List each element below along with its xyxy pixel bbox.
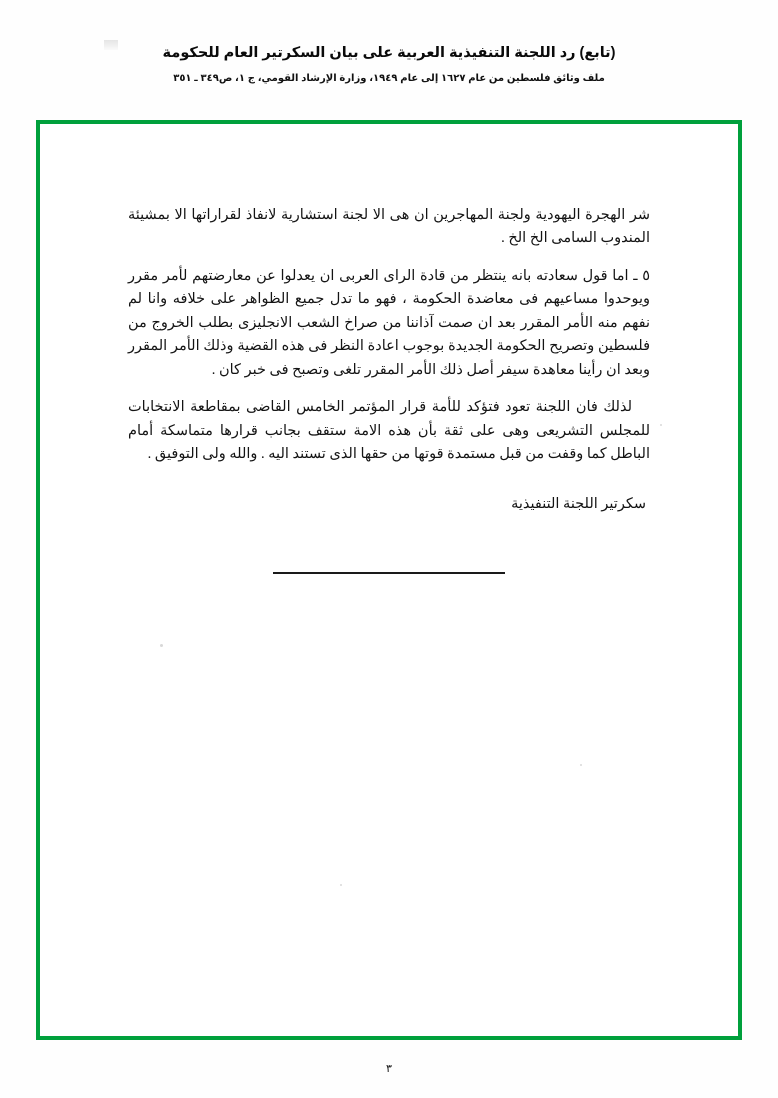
scan-speckle: [160, 644, 163, 647]
scan-speckle: [580, 764, 582, 766]
green-border-frame: [36, 120, 742, 1040]
horizontal-divider: [40, 572, 738, 574]
document-body: [128, 204, 650, 516]
paragraph-2: ٥ ـ اما قول سعادته بانه ينتظر من قادة الراى العربى ان يعدلوا عن معارضتهم لأمر مقرر ويوحدوا مساعيهم فى معاضدة الحكومة ، فهو ما تدل جميع الظواهر على خلافه وانا لم نفهم منه الأمر المقرر بعد ان صمت آذاننا من صراخ الشعب الانجليزى بطلب الخروج من فلسطين وتصريح الحكومة الجديدة بوجوب اعادة النظر فى هذه القضية وذلك الأمر المقرر وبعد ان رأينا معاهدة سيفر أصل ذلك الأمر المقرر تلغى وتصبح فى خبر كان .: [128, 267, 650, 378]
document-header: [0, 44, 778, 85]
signature-line: سكرتير اللجنة التنفيذية: [511, 495, 646, 512]
paragraph-1: شر الهجرة اليهودية ولجنة المهاجرين ان هى الا لجنة استشارية لانفاذ لقراراتها الا بمشيئة المندوب السامى الخ الخ .: [128, 207, 650, 247]
scan-speckle: [340, 884, 342, 886]
page-title: (تابع) رد اللجنة التنفيذية العربية على بيان السكرتير العام للحكومة: [162, 45, 616, 61]
page-number: ٣: [386, 1063, 392, 1075]
page-source-citation: ملف وثائق فلسطين من عام ١٦٢٧ إلى عام ١٩٤٩، وزارة الإرشاد القومي، ج ١، ص٣٤٩ ـ ٣٥١: [173, 72, 605, 84]
paragraph-3: لذلك فان اللجنة تعود فتؤكد للأمة قرار المؤتمر الخامس القاضى بمقاطعة الانتخابات للمجلس التشريعى وهى على ثقة بأن هذه الامة ستقف بجانب قرارها متماسكة أمام الباطل كما وقفت من قبل مستمدة قوتها من حقها الذى تستند اليه . والله ولى التوفيق .: [128, 399, 650, 463]
scan-speckle: [660, 424, 662, 426]
